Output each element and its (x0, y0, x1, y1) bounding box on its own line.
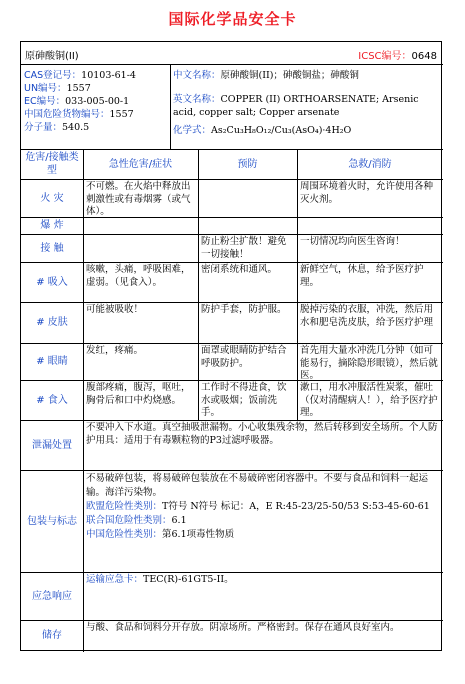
divider (21, 343, 443, 344)
divider (21, 620, 443, 621)
emergency-text: 运输应急卡：TEC(R)-61GT5-II。 (86, 574, 234, 585)
spill-text: 不要冲入下水道。真空抽吸泄漏物。小心收集残余物，然后转移到安全场所。个人防护用具：适用于有毒颗粒物的P3过滤呼吸器。 (86, 422, 438, 446)
un-classification: 联合国危险性类别：6.1 (86, 515, 187, 526)
china-dangerous-goods-number: 中国危险货物编号：1557 (24, 109, 134, 120)
names-block (173, 69, 439, 144)
row-type-fire: 火 灾 (40, 192, 64, 204)
divider (297, 149, 298, 420)
row-prevention-skin: 防护手套，防护服。 (201, 304, 287, 315)
spill-label: 泄漏处置 (32, 439, 72, 451)
china-classification: 中国危险性类别：第6.1项毒性物质 (86, 529, 235, 540)
chemical-formula: 化学式：As₂Cu₃H₈O₁₂/Cu₃(AsO₄)·4H₂O (173, 125, 352, 136)
un-number: UN编号：1557 (24, 83, 91, 94)
emergency-label: 应急响应 (32, 590, 72, 602)
row-prevention-inhalation: 密闭系统和通风。 (201, 264, 278, 275)
eu-classification: 欧盟危险性类别：T符号 N符号 标记：A，E R:45-23/25-50/53 S:53-45-60-61 (86, 501, 430, 512)
divider (21, 380, 443, 381)
divider (21, 234, 443, 235)
header-type: 危害/接触类型 (25, 152, 79, 176)
row-symptoms-ingestion: 腹部疼痛，腹泻，呕吐，胸骨后和口中灼烧感。 (86, 382, 191, 406)
row-prevention-ingestion: 工作时不得进食，饮水或吸烟；饭前洗手。 (201, 382, 287, 418)
divider (21, 64, 443, 65)
row-prevention-contact: 防止粉尘扩散！避免一切接触！ (201, 236, 287, 260)
divider (170, 64, 171, 149)
icsc-number (277, 47, 437, 61)
packaging-label: 包装与标志 (27, 515, 77, 527)
packaging-description: 不易破碎包装，将易破碎包装放在不易破碎密闭容器中。不要与食品和饲料一起运输。海洋污染物。 (86, 473, 429, 498)
ec-number: EC编号：033-005-00-1 (24, 96, 130, 107)
row-symptoms-inhalation: 咳嗽，头痛，呼吸困难，虚弱。（见食入）。 (86, 264, 191, 288)
header-firstaid: 急救/消防 (348, 158, 392, 170)
icsc-value: 0648 (411, 51, 437, 61)
row-firstaid-fire: 周围环境着火时，允许使用各种灭火剂。 (300, 181, 434, 205)
row-symptoms-fire: 不可燃。在火焰中释放出刺激性或有毒烟雾（或气体）。 (86, 181, 191, 217)
divider (83, 149, 84, 652)
cas-number: CAS登记号：10103-61-4 (24, 70, 136, 81)
divider (21, 470, 443, 471)
row-firstaid-eyes: 首先用大量水冲洗几分钟（如可能易行，摘除隐形眼镜），然后就医。 (300, 345, 438, 380)
divider (21, 572, 443, 573)
page-title: 国际化学品安全卡 (168, 10, 297, 28)
row-firstaid-ingestion: 漱口，用水冲服活性炭浆，催吐（仅对清醒病人！），给予医疗护理。 (300, 382, 438, 418)
row-type-contact: 接 触 (40, 242, 64, 254)
row-type-skin: # 皮肤 (36, 317, 68, 328)
divider (21, 420, 443, 421)
molecular-weight: 分子量：540.5 (24, 122, 90, 133)
row-prevention-fire (198, 179, 297, 217)
divider (21, 302, 443, 303)
chemical-name: 原砷酸铜(II) (25, 51, 79, 61)
divider (21, 179, 443, 180)
icsc-label: ICSC编号： (358, 51, 412, 61)
header-symptoms: 急性危害/症状 (108, 158, 173, 170)
packaging-text (83, 470, 443, 572)
row-type-eyes: # 眼睛 (36, 356, 68, 367)
row-type-explosion: 爆 炸 (40, 220, 64, 231)
identifiers (24, 69, 169, 144)
row-symptoms-skin: 可能被吸收！ (86, 304, 144, 315)
divider (21, 262, 443, 263)
divider (21, 217, 443, 218)
row-firstaid-inhalation: 新鲜空气，休息，给予医疗护理。 (300, 264, 424, 288)
row-firstaid-contact: 一切情况均向医生咨询！ (300, 236, 405, 247)
row-prevention-eyes: 面罩或眼睛防护结合呼吸防护。 (201, 345, 287, 369)
header-prevention: 预防 (237, 158, 258, 170)
storage-label: 储存 (42, 629, 62, 641)
english-name: 英文名称：COPPER (II) ORTHOARSENATE; Arsenic acid, copper salt; Copper arsenate (173, 94, 419, 118)
divider (198, 149, 199, 420)
row-type-ingestion: # 食入 (36, 394, 68, 406)
chinese-name: 中文名称：原砷酸铜(II)；砷酸铜盐；砷酸铜 (173, 70, 359, 81)
storage-text: 与酸、食品和饲料分开存放。阴凉场所。严格密封。保存在通风良好室内。 (86, 622, 400, 633)
row-firstaid-skin: 脱掉污染的衣服，冲洗，然后用水和肥皂洗皮肤，给予医疗护理 (300, 304, 434, 328)
divider (21, 149, 443, 150)
safety-card (20, 41, 442, 651)
row-type-inhalation: # 吸入 (36, 276, 68, 288)
row-symptoms-eyes: 发红，疼痛。 (86, 345, 144, 356)
